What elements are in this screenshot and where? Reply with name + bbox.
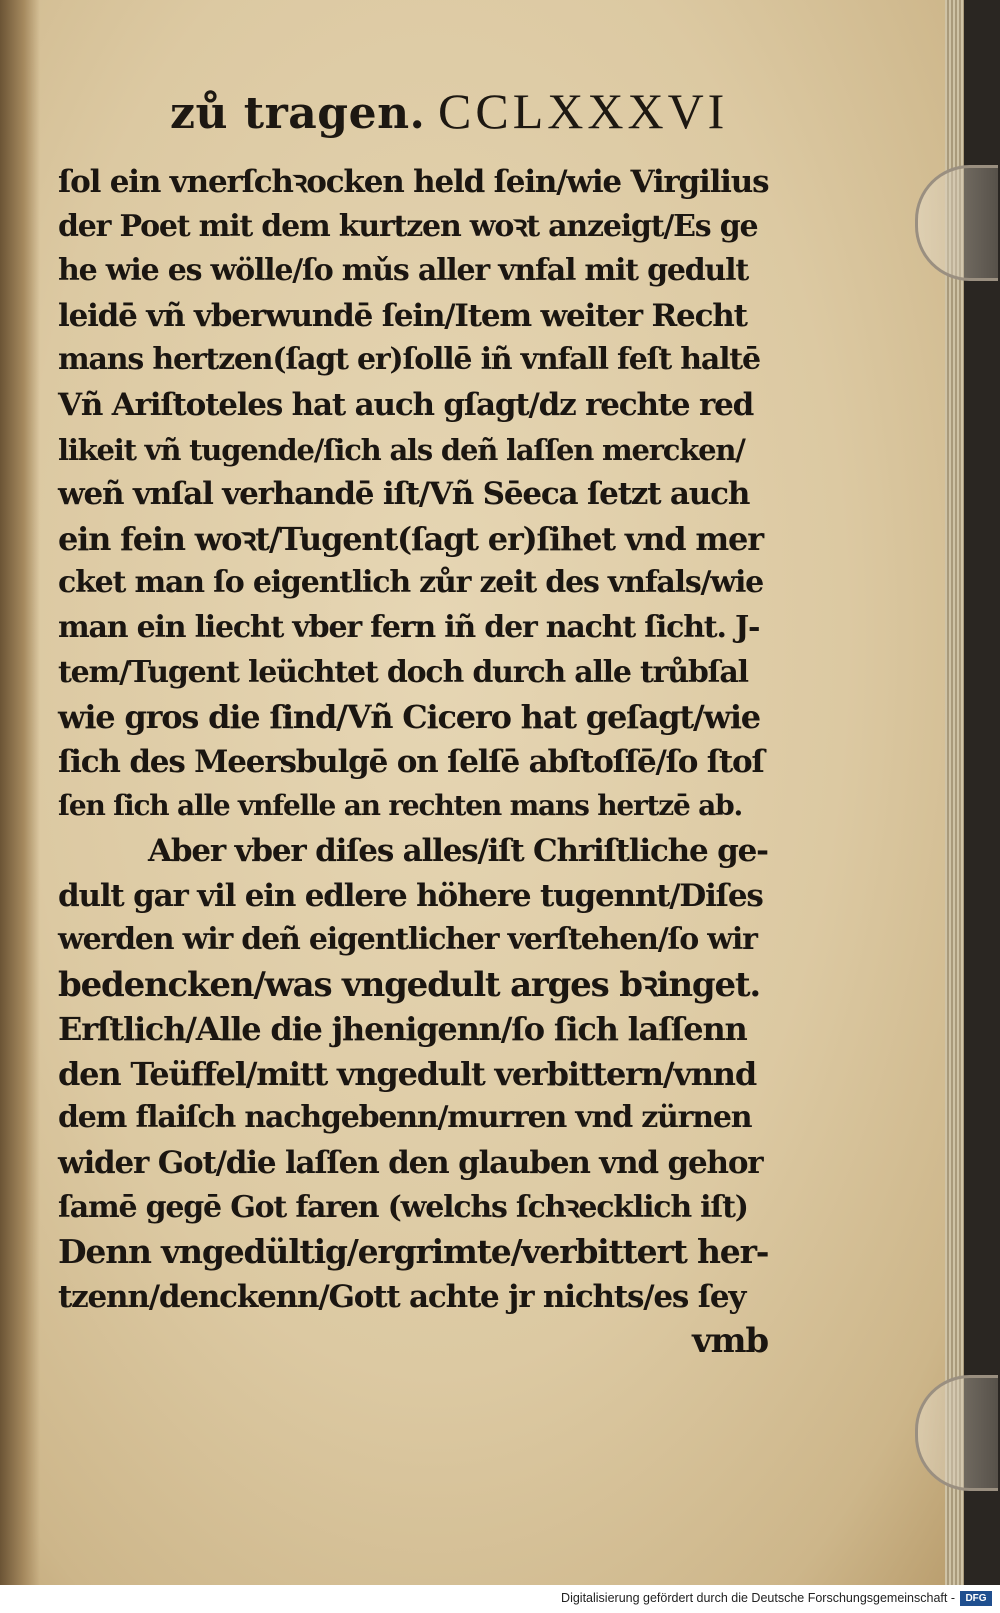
text-line: Denn vngedültig/ergrimte/verbittert her- xyxy=(58,1232,769,1272)
text-line: he wie es wölle/ſo mǔs aller vnfal mit gedult xyxy=(58,253,748,289)
text-line: ſich des Meersbulgē on ſelſē abſtoſſē/ſo ſtoſ xyxy=(58,743,764,780)
text-line: leidē vñ vberwundē ſein/Item weiter Recht xyxy=(58,297,747,334)
text-line: der Poet mit dem kurtzen woꝛt anzeigt/Es ge xyxy=(58,208,758,244)
text-line: tzenn/denckenn/Gott achte jr nichts/es ſey xyxy=(58,1278,746,1315)
text-line: Erſtlich/Alle die jhenigenn/ſo ſich laſſenn xyxy=(58,1010,747,1049)
text-line: wie gros die ſind/Vñ Cicero hat geſagt/wie xyxy=(58,698,760,737)
text-line: werden wir deñ eigentlicher verſtehen/ſo wir xyxy=(58,922,757,958)
text-line: bedencken/was vngedult arges bꝛinget. xyxy=(58,964,761,1005)
text-line: dem flaiſch nachgebenn/murren vnd zürnen xyxy=(58,1100,752,1136)
text-line: likeit vñ tugende/ſich als deñ laſſen mercken/ xyxy=(58,432,745,467)
text-line: ein fein woꝛt/Tugent(ſagt er)ſihet vnd mer xyxy=(58,519,763,558)
page-gutter xyxy=(0,0,40,1585)
text-line: ſol ein vnerſchꝛocken held ſein/wie Virgilius xyxy=(58,164,769,200)
text-line: mans hertzen(ſagt er)ſollē iñ vnfall feſt haltē xyxy=(58,342,760,378)
text-line: tem/Tugent leüchtet doch durch alle trůbſal xyxy=(58,654,748,690)
paragraph-start-line: Aber vber diſes alles/iſt Chriſtliche ge- xyxy=(148,832,768,869)
digitization-footer xyxy=(0,1585,1000,1613)
running-head: zů tragen. xyxy=(170,88,426,139)
text-line: man ein liecht vber fern iñ der nacht ſicht. J- xyxy=(58,609,760,645)
text-line: ſamē gegē Got faren (welchs ſchꝛecklich iſt) xyxy=(58,1189,748,1225)
text-line: weñ vnſal verhandē iſt/Vñ Sēeca ſetzt auch xyxy=(58,476,750,513)
dfg-logo: DFG xyxy=(960,1591,992,1606)
text-line: wider Got/die laſſen den glauben vnd gehor xyxy=(58,1145,763,1182)
text-line: dult gar vil ein edlere höhere tugennt/Diſes xyxy=(58,877,763,914)
text-line: den Teüffel/mitt vngedult verbittern/vnnd xyxy=(58,1054,757,1093)
body-text xyxy=(58,160,768,1364)
folio-number: CCLXXXVI xyxy=(438,83,729,139)
text-line: ſen ſich alle vnfelle an rechten mans hertzē ab. xyxy=(58,789,743,823)
funding-credit: Digitalisierung gefördert durch die Deutsche Forschungsgemeinschaft - xyxy=(561,1591,955,1605)
catchword: vmb xyxy=(692,1321,768,1362)
text-line: Vñ Ariſtoteles hat auch gſagt/dz rechte red xyxy=(58,386,754,423)
page-header xyxy=(170,83,770,158)
text-line: cket man ſo eigentlich zůr zeit des vnfals/wie xyxy=(58,565,764,601)
